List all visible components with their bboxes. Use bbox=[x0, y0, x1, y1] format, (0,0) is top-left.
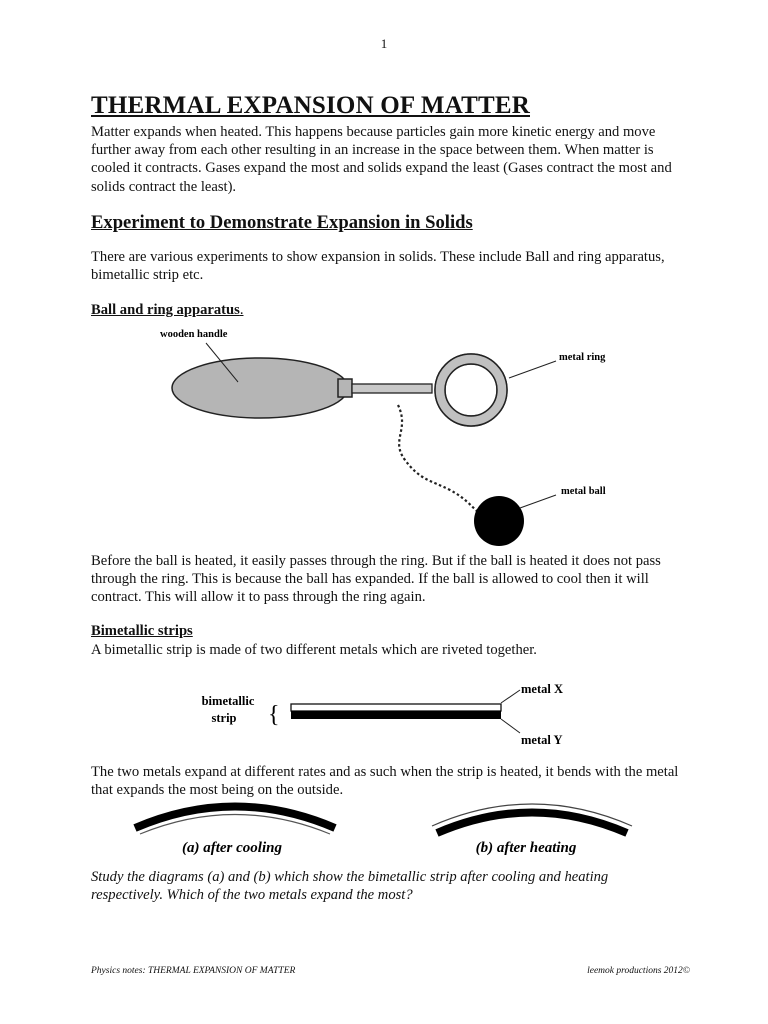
strip-brace: { bbox=[268, 702, 280, 728]
page-title: THERMAL EXPANSION OF MATTER bbox=[91, 92, 530, 119]
label-wooden-handle: wooden handle bbox=[160, 329, 228, 340]
strip-b-inner-black bbox=[437, 813, 627, 834]
bimetallic-paragraph: A bimetallic strip is made of two different metals which are riveted together. bbox=[91, 642, 537, 658]
intro-paragraph: Matter expands when heated. This happens because particles gain more kinetic energy and move further away from each other resulting in an increase in the space between them. When matter is cooled it contracts. Gases expand the most and solids expand the least (Gases contract the most and solids contract the least). bbox=[91, 124, 672, 195]
label-metal-ring: metal ring bbox=[559, 352, 606, 363]
label-bimetallic: bimetallic bbox=[201, 694, 255, 708]
label-strip: strip bbox=[211, 711, 237, 725]
label-metal-ball: metal ball bbox=[561, 486, 606, 497]
section-heading: Experiment to Demonstrate Expansion in Solids bbox=[91, 212, 473, 233]
bimetallic-paragraph-2: The two metals expand at different rates and as such when the strip is heated, it bends with the metal that expands the most being on the outside. bbox=[91, 764, 679, 799]
ball-ring-heading-text: Ball and ring apparatus bbox=[91, 302, 240, 318]
ball-ring-paragraph: Before the ball is heated, it easily passes through the ring. But if the ball is heated it does not pass through the ring. This is because the ball has expanded. If the ball is allowed to cool then it will contract. This will allow it to pass through the ring again. bbox=[91, 553, 661, 606]
page-number: 1 bbox=[380, 36, 388, 51]
footer-right: leemok productions 2012© bbox=[587, 966, 690, 976]
bimetallic-heading: Bimetallic strips bbox=[91, 623, 193, 639]
label-metal-x: metal X bbox=[521, 682, 563, 696]
caption-after-heating: (b) after heating bbox=[475, 840, 577, 856]
footer-left: Physics notes: THERMAL EXPANSION OF MATTER bbox=[91, 966, 296, 976]
label-metal-y: metal Y bbox=[521, 733, 563, 747]
ball-ring-heading-suffix: . bbox=[239, 302, 244, 318]
section-paragraph: There are various experiments to show expansion in solids. These include Ball and ring apparatus, bimetallic strip etc. bbox=[91, 249, 665, 284]
caption-after-cooling: (a) after cooling bbox=[182, 840, 282, 856]
study-question: Study the diagrams (a) and (b) which show the bimetallic strip after cooling and heating respectively. Which of the two metals expand the most? bbox=[91, 869, 609, 904]
